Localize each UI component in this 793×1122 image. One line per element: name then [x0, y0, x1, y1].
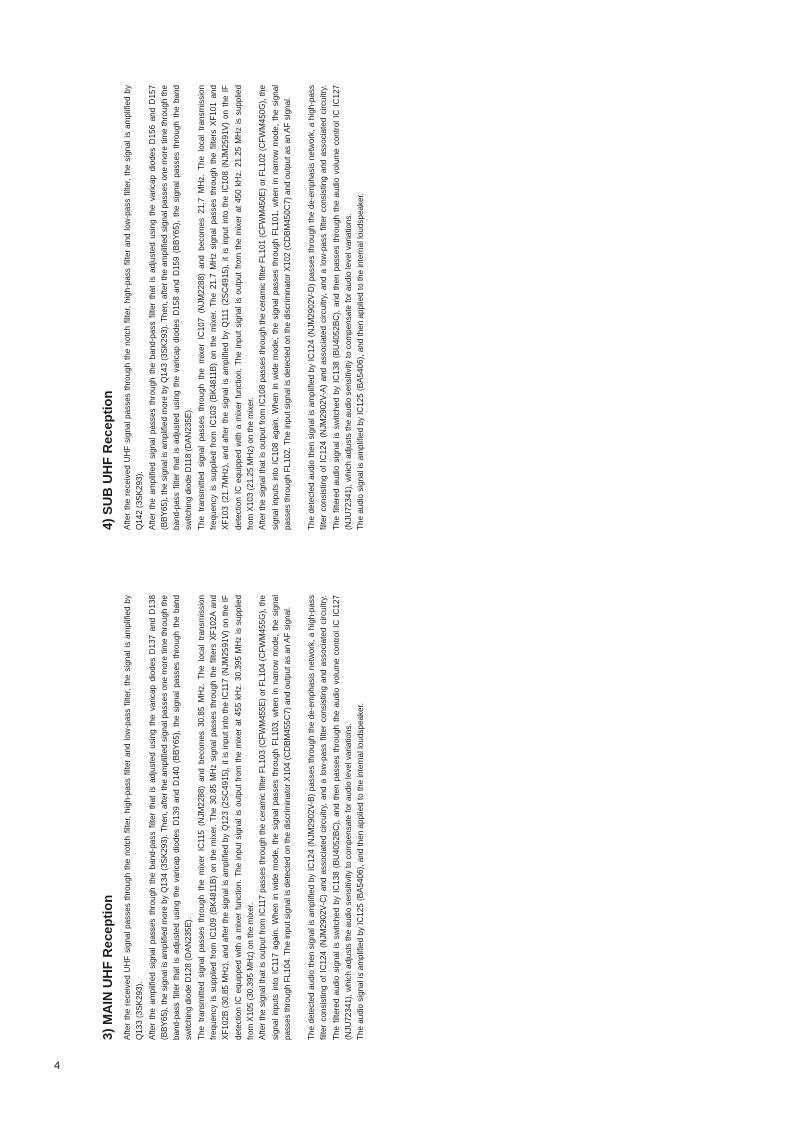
section-heading: 3) MAIN UHF Reception	[100, 894, 115, 1040]
paragraph: The detected audio then signal is amplified by IC124 (NJM2902V-D) passes through the de-emphasis network, a high-pass filter consisting of IC124 (NJM2902V-A) and associated circuitry, and a low-pass filter consisting and associated circuitry. The filtered audio signal is switched by IC138 (BU4052BC), and then passes through the audio volume control IC IC127 (NJU72341), which adjusts the audio sensitivity to compensate for audio level variations.	[307, 85, 354, 530]
paragraph: After the amplified signal passes through the band-pass filter that is adjusted using the varicap diodes D137 and D138 (BBY65), the signal is amplified more by Q134 (3SK293). Then, after the amplified signal passes one more time through the band-pass filter that is adjusted using the varicap diodes D139 and D140 (BBY65), the signal passes through the band switching diode D128 (DAN235E).	[147, 595, 194, 1040]
paragraph: The transmitted signal passes through the mixer IC107 (NJM2288) and becomes 21.7 MHz. The local transmission frequency is supplied from IC103 (BK4811B) on the mixer. The 21.7 MHz signal passes through the filters XF101 and XF103 (21.7MHz), and after the signal is amplified by Q111 (2SC4915), it is input into the IC108 (NJM2591V) on the IF detection IC equipped with a mixer function. The input signal is output from the mixer at 450 kHz. 21.25 MHz is supplied from X103 (21.25 MHz) on the mixer.	[196, 85, 255, 530]
paragraph: After the received UHF signal passes through the notch filter, high-pass filter and low-pass filter, the signal is amplified by Q133 (3SK293).	[123, 595, 145, 1040]
sub-uhf-reception-section	[100, 85, 368, 530]
paragraph: After the signal that is output from IC108 passes through the ceramic filter FL101 (CFWM450E) or FL102 (CFWM450G), the signal inputs into IC108 again. When in wide mode, the signal passes through FL101, when in narrow mode, the signal passes through FL102. The input signal is detected on the discriminator X102 (CDBM450C7) and output as an AF signal.	[258, 85, 292, 530]
section-heading: 4) SUB UHF Reception	[100, 390, 115, 530]
rotated-page-content	[100, 50, 760, 1040]
paragraph-gap	[294, 85, 306, 530]
paragraph: After the received UHF signal passes through the notch filter, high-pass filter and low-pass filter, the signal is amplified by Q142 (3SK293).	[123, 85, 145, 530]
page-number: 4	[54, 1060, 61, 1072]
paragraph-gap	[294, 595, 306, 1040]
paragraph: The detected audio then signal is amplified by IC124 (NJM2902V-B) passes through the de-emphasis network, a high-pass filter consisting of IC124 (NJM2902V-C) and associated circuitry, and a low-pass filter consisting and associated circuitry. The filtered audio signal is switched by IC138 (BU4052BC), and then passes through the audio volume control IC IC127 (NJU72341), which adjusts the audio sensitivity to compensate for audio level variations.	[307, 595, 354, 1040]
paragraph: After the signal that is output from IC117 passes through the ceramic filter FL103 (CFWM455E) or FL104 (CFWM455G), the signal inputs into IC117 again. When in wide mode, the signal passes through FL103, when in narrow mode, the signal passes through FL104. The input signal is detected on the discriminator X104 (CDBM455C7) and output as an AF signal.	[258, 595, 292, 1040]
paragraph: The audio signal is amplified by IC125 (BA5406), and then applied to the internal loudspeaker.	[356, 192, 366, 530]
paragraph: The audio signal is amplified by IC125 (BA5406), and then applied to the internal loudspeaker.	[356, 702, 366, 1040]
paragraph: After the amplified signal passes through the band-pass filter that is adjusted using the varicap diodes D156 and D157 (BBY65), the signal is amplified more by Q143 (3SK293). Then, after the amplified signal passes one more time through the band-pass filter that is adjusted using the varicap diodes D158 and D159 (BBY65), the signal passes through the band switching diode D118 (DAN235E).	[147, 85, 194, 530]
paragraph: The transmitted signal passes through the mixer IC115 (NJM2288) and becomes 30.85 MHz. The local transmission frequency is supplied from IC109 (BK4811B) on the mixer. The 30.85 MHz signal passes through the filters XF102A and XF102B (30.85 MHz), and after the signal is amplified by Q123 (2SC4915), it is input into the IC117 (NJM2591V) on the IF detection IC equipped with a mixer function. The input signal is output from the mixer at 455 kHz. 30.395 MHz is supplied from X105 (30.395 MHz) on the mixer.	[196, 595, 255, 1040]
main-uhf-reception-section	[100, 595, 368, 1040]
